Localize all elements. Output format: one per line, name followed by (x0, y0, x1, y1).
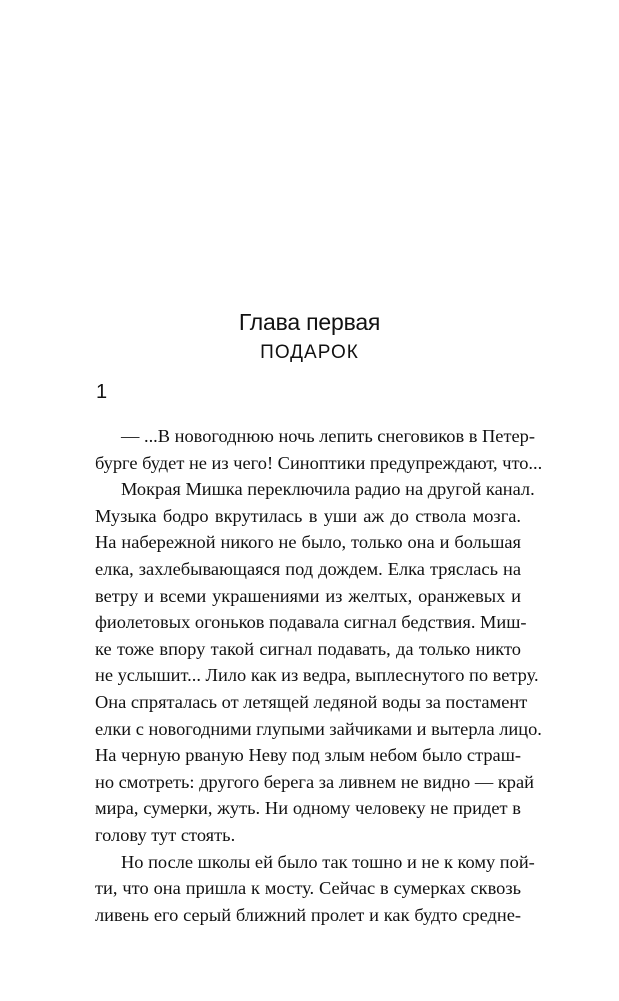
text-line: не услышит... Лило как из ведра, выплеснутого по ветру. (95, 665, 539, 686)
text-line: Музыка бодро вкрутилась в уши аж до ствола мозга. (95, 505, 521, 526)
text-line: Мокрая Мишка переключила радио на другой канал. (121, 479, 535, 500)
text-line: ти, что она пришла к мосту. Сейчас в сумерках сквозь (95, 878, 521, 899)
section-number: 1 (96, 381, 108, 403)
text-line: ливень его серый ближний пролет и как будто средне- (95, 904, 521, 925)
text-line: елки с новогодними глупыми зайчиками и вытерла лицо. (95, 718, 542, 739)
text-line: Но после школы ей было так тошно и не к кому пой- (121, 851, 535, 872)
text-line: На черную рваную Неву под злым небом было страш- (95, 745, 521, 766)
text-line: — ...В новогоднюю ночь лепить снеговиков в Петер- (121, 426, 535, 446)
text-line: но смотреть: другого берега за ливнем не видно — край (95, 771, 534, 792)
body-text (95, 423, 543, 928)
text-line: елка, захлебывающаяся под дождем. Елка тряслась на (95, 558, 521, 579)
text-line: голову тут стоять. (95, 824, 236, 845)
text-line: ке тоже впору такой сигнал подавать, да только никто (95, 638, 521, 659)
text-line: На набережной никого не было, только она и большая (95, 532, 521, 553)
text-line: бурге будет не из чего! Синоптики предупреждают, что... (95, 452, 543, 473)
chapter-subtitle: ПОДАРОК (260, 342, 359, 363)
text-line: фиолетовых огоньков подавала сигнал бедствия. Миш- (95, 612, 527, 633)
chapter-title: Глава первая (238, 309, 381, 335)
text-line: Она спряталась от летящей ледяной воды за постамент (95, 691, 528, 712)
text-line: мира, сумерки, жуть. Ни одному человеку не придет в (95, 798, 521, 819)
text-line: ветру и всеми украшениями из желтых, оранжевых и (95, 585, 521, 606)
